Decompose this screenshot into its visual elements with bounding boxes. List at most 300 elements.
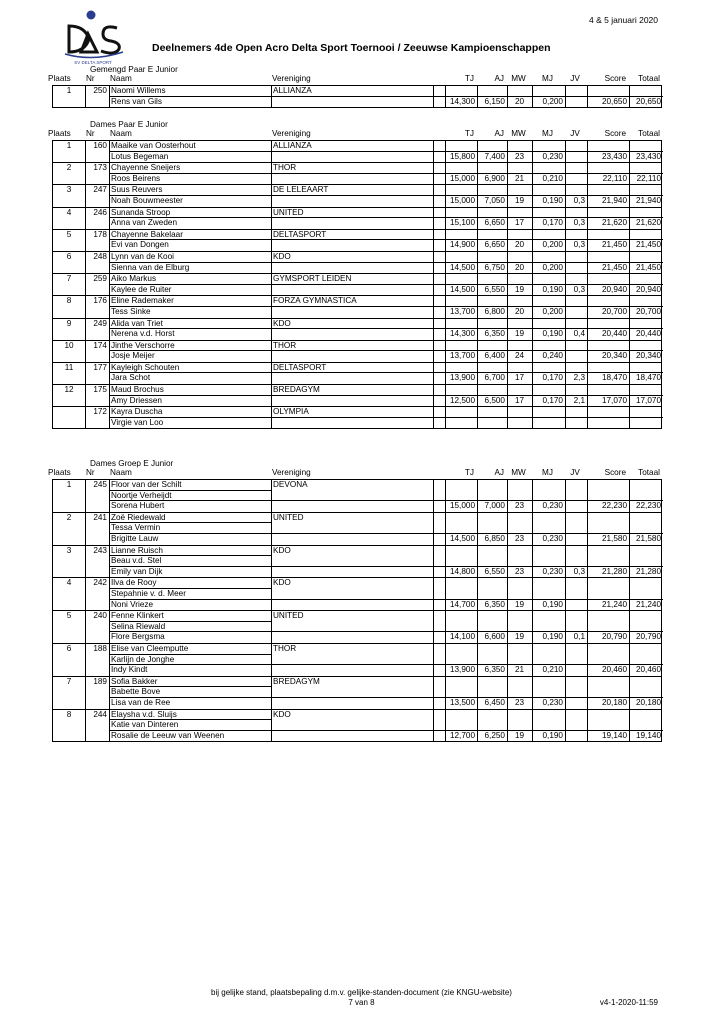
aj-cell: 6,550 [484,284,505,294]
number-cell: 174 [93,340,107,350]
place-cell: 5 [66,229,72,239]
club-cell: OLYMPIA [273,407,309,417]
column-header-aj: AJ [494,129,504,138]
name-cell: Flore Bergsma [111,632,165,642]
table-row [53,97,661,108]
entry-group [53,363,661,385]
mw-cell: 19 [514,195,525,205]
mw-cell: 23 [514,697,525,707]
club-cell: UNITED [273,207,304,217]
place-cell: 10 [64,340,74,350]
number-cell: 172 [93,407,107,417]
tj-cell: 15,000 [449,501,475,511]
entry-group [53,274,661,296]
score-cell: 17,070 [601,395,627,405]
name-cell: Suus Reuvers [111,185,163,195]
jv-cell: 2,3 [573,373,585,383]
aj-cell: 6,250 [484,730,505,740]
aj-cell: 6,850 [484,533,505,543]
entry-group [53,407,661,428]
table-row [53,152,661,163]
name-cell: Alida van Triet [111,318,163,328]
name-cell: Aiko Markus [111,274,157,284]
name-cell: Maud Brochus [111,385,164,395]
aj-cell: 6,350 [484,329,505,339]
number-cell: 247 [93,185,107,195]
mj-cell: 0,190 [542,632,563,642]
mw-cell: 19 [514,599,525,609]
mw-cell: 23 [514,151,525,161]
totaal-cell: 20,340 [635,351,661,361]
tj-cell: 13,700 [449,306,475,316]
number-cell: 242 [93,578,107,588]
jv-cell: 0,3 [573,240,585,250]
table-row [53,418,661,429]
aj-cell: 6,500 [484,395,505,405]
name-cell: Elaysha v.d. Sluijs [111,709,177,719]
mj-cell: 0,190 [542,730,563,740]
mw-cell: 19 [514,329,525,339]
entry-group [53,480,661,513]
club-cell: THOR [273,163,297,173]
mj-cell: 0,230 [542,697,563,707]
totaal-cell: 21,580 [635,533,661,543]
aj-cell: 6,400 [484,351,505,361]
column-header-mj: MJ [542,468,553,477]
place-cell: 2 [66,163,72,173]
number-cell: 244 [93,709,107,719]
place-cell: 9 [66,318,72,328]
jv-cell: 0,1 [573,632,585,642]
table-row [53,351,661,362]
tj-cell: 12,500 [449,395,475,405]
mj-cell: 0,200 [542,240,563,250]
table-row [53,396,661,407]
entry-group [53,185,661,207]
table-row [53,501,661,512]
table-row [53,534,661,545]
entry-group [53,230,661,252]
totaal-cell: 21,450 [635,262,661,272]
number-cell: 178 [93,229,107,239]
totaal-cell: 17,070 [635,395,661,405]
column-header-totaal: Totaal [638,129,660,138]
name-cell: Chayenne Sneijers [111,163,181,173]
name-cell: Lianne Ruisch [111,545,163,555]
name-cell: Nerena v.d. Horst [111,329,175,339]
column-header-nr: Nr [86,468,95,477]
tj-cell: 13,700 [449,351,475,361]
club-cell: GYMSPORT LEIDEN [273,274,352,284]
mw-cell: 20 [514,306,525,316]
page-title: Deelnemers 4de Open Acro Delta Sport Toernooi / Zeeuwse Kampioenschappen [152,42,551,54]
entry-group [53,710,661,742]
aj-cell: 6,900 [484,173,505,183]
name-cell: Noah Bouwmeester [111,195,183,205]
name-cell: Indy Kindt [111,665,148,675]
mw-cell: 21 [514,665,525,675]
tj-cell: 14,100 [449,632,475,642]
table-row [53,174,661,185]
totaal-cell: 20,650 [635,96,661,106]
totaal-cell: 21,940 [635,195,661,205]
name-cell: Stepahnie v. d. Meer [111,588,186,598]
delta-sport-logo [55,8,133,66]
column-header-aj: AJ [494,74,504,83]
column-header-score: Score [604,129,626,138]
aj-cell: 7,000 [484,501,505,511]
name-cell: Beau v.d. Stel [111,556,162,566]
totaal-cell: 21,450 [635,240,661,250]
name-cell: Floor van der Schilt [111,480,182,489]
score-cell: 21,940 [601,195,627,205]
column-header-jv: JV [570,129,580,138]
entry-group [53,86,661,107]
column-header-jv: JV [570,468,580,477]
place-cell: 4 [66,578,72,588]
table-row [53,329,661,340]
place-cell: 2 [66,512,72,522]
number-cell: 189 [93,676,107,686]
name-cell: Emily van Dijk [111,566,163,576]
place-cell: 3 [66,545,72,555]
place-cell: 4 [66,207,72,217]
name-cell: Sienna van de Elburg [111,262,190,272]
column-header-vereniging: Vereniging [272,129,311,138]
score-cell: 20,790 [601,632,627,642]
totaal-cell: 22,230 [635,501,661,511]
aj-cell: 6,450 [484,697,505,707]
entry-group [53,385,661,407]
name-cell: Noortje Verheijdt [111,490,172,500]
mw-cell: 20 [514,96,525,106]
mj-cell: 0,230 [542,533,563,543]
mw-cell: 20 [514,262,525,272]
club-cell: BREDAGYM [273,676,320,686]
totaal-cell: 21,240 [635,599,661,609]
aj-cell: 6,700 [484,373,505,383]
club-cell: KDO [273,251,291,261]
totaal-cell: 22,110 [636,173,661,183]
totaal-cell: 20,440 [635,329,661,339]
results-table [52,479,662,742]
name-cell: Tess Sinke [111,306,151,316]
name-cell: Tessa Vermin [111,523,161,533]
name-cell: Sorena Hubert [111,501,165,511]
name-cell: Roos Beirens [111,173,161,183]
place-cell: 5 [66,611,72,621]
tj-cell: 13,500 [449,697,475,707]
tj-cell: 12,700 [449,730,475,740]
number-cell: 246 [93,207,107,217]
column-header-naam: Naam [110,468,132,477]
place-cell: 6 [66,251,72,261]
place-cell: 8 [66,296,72,306]
totaal-cell: 18,470 [635,373,661,383]
column-header-mw: MW [511,129,526,138]
entry-group [53,341,661,363]
results-table [52,140,662,429]
entry-group [53,252,661,274]
club-cell: UNITED [273,611,304,621]
svg-text:SV DELTA SPORT: SV DELTA SPORT [74,60,112,65]
column-header-score: Score [604,74,626,83]
totaal-cell: 21,620 [635,218,661,228]
score-cell: 20,180 [601,697,627,707]
footer-note: bij gelijke stand, plaatsbepaling d.m.v. gelijke-standen-document (zie KNGU-website) [211,988,512,997]
column-header-row [48,468,662,478]
totaal-cell: 20,460 [635,665,661,675]
mw-cell: 23 [514,566,525,576]
mw-cell: 19 [514,632,525,642]
score-cell: 21,450 [601,262,627,272]
table-row [53,567,661,578]
name-cell: Rens van Gils [111,96,162,106]
totaal-cell: 19,140 [635,730,661,740]
table-row [53,307,661,318]
place-cell: 11 [64,362,74,372]
place-cell: 1 [66,86,72,95]
category-title: Dames Groep E Junior [90,459,174,468]
club-cell: ALLIANZA [273,86,312,95]
column-header-plaats: Plaats [48,468,71,477]
name-cell: Zoë Riedewald [111,512,166,522]
mw-cell: 23 [514,501,525,511]
mw-cell: 19 [514,284,525,294]
mj-cell: 0,230 [542,151,563,161]
name-cell: Evi van Dongen [111,240,169,250]
table-row [53,665,661,676]
name-cell: Jinthe Verschorre [111,340,175,350]
club-cell: UNITED [273,512,304,522]
number-cell: 248 [93,251,107,261]
table-row [53,240,661,251]
jv-cell: 0,3 [573,218,585,228]
tj-cell: 15,000 [449,173,475,183]
name-cell: Karlijn de Jonghe [111,654,175,664]
page-number: 7 van 8 [348,998,375,1007]
club-cell: KDO [273,709,291,719]
score-cell: 20,440 [601,329,627,339]
entry-group [53,296,661,318]
number-cell: 175 [93,385,107,395]
score-cell: 23,430 [601,151,627,161]
score-cell: 19,140 [601,730,627,740]
score-cell: 20,460 [601,665,627,675]
mj-cell: 0,200 [542,96,563,106]
name-cell: Selina Riewald [111,621,166,631]
column-header-vereniging: Vereniging [272,74,311,83]
aj-cell: 6,600 [484,632,505,642]
column-header-nr: Nr [86,129,95,138]
jv-cell: 2,1 [573,395,585,405]
tj-cell: 15,100 [449,218,475,228]
club-cell: DE LELEAART [273,185,329,195]
score-cell: 21,280 [601,566,627,576]
column-header-nr: Nr [86,74,95,83]
category-title: Gemengd Paar E Junior [90,65,178,74]
name-cell: Sunanda Stroop [111,207,171,217]
mw-cell: 17 [514,218,525,228]
mj-cell: 0,210 [542,665,563,675]
score-cell: 22,230 [601,501,627,511]
entry-group [53,578,661,611]
number-cell: 240 [93,611,107,621]
results-table [52,85,662,108]
club-cell: THOR [273,643,297,653]
column-header-jv: JV [570,74,580,83]
club-cell: DELTASPORT [273,229,327,239]
place-cell: 7 [66,274,72,284]
score-cell: 21,620 [601,218,627,228]
name-cell: Lotus Begeman [111,151,169,161]
name-cell: Noni Vrieze [111,599,154,609]
column-header-totaal: Totaal [638,468,660,477]
column-header-row [48,74,662,84]
mj-cell: 0,190 [542,195,563,205]
aj-cell: 6,650 [484,218,505,228]
name-cell: Fenne Klinkert [111,611,164,621]
table-row [53,373,661,384]
club-cell: ALLIANZA [273,141,312,150]
totaal-cell: 20,790 [635,632,661,642]
column-header-plaats: Plaats [48,74,71,83]
table-row [53,698,661,709]
tj-cell: 14,500 [449,262,475,272]
totaal-cell: 20,180 [635,697,661,707]
name-cell: Anna van Zweden [111,218,177,228]
column-header-tj: TJ [464,74,474,83]
tj-cell: 14,800 [449,566,475,576]
table-row [53,731,661,742]
tj-cell: 13,900 [449,665,475,675]
name-cell: Eline Rademaker [111,296,174,306]
entry-group [53,677,661,710]
totaal-cell: 20,700 [635,306,661,316]
number-cell: 241 [93,512,107,522]
place-cell: 1 [66,480,72,489]
name-cell: Brigitte Lauw [111,533,159,543]
category-title: Dames Paar E Junior [90,120,168,129]
entry-group [53,319,661,341]
name-cell: Lynn van de Kooi [111,251,174,261]
place-cell: 6 [66,643,72,653]
totaal-cell: 23,430 [635,151,661,161]
score-cell: 18,470 [601,373,627,383]
club-cell: KDO [273,545,291,555]
mw-cell: 23 [514,533,525,543]
mj-cell: 0,200 [542,306,563,316]
score-cell: 20,940 [601,284,627,294]
score-cell: 21,450 [601,240,627,250]
mj-cell: 0,170 [542,373,563,383]
entry-group [53,208,661,230]
column-header-vereniging: Vereniging [272,468,311,477]
club-cell: KDO [273,578,291,588]
tj-cell: 14,900 [449,240,475,250]
club-cell: BREDAGYM [273,385,320,395]
column-header-score: Score [604,468,626,477]
number-cell: 249 [93,318,107,328]
jv-cell: 0,3 [573,195,585,205]
name-cell: Ilva de Rooy [111,578,157,588]
mj-cell: 0,200 [542,262,563,272]
number-cell: 176 [93,296,107,306]
table-row [53,196,661,207]
jv-cell: 0,3 [573,566,585,576]
score-cell: 22,110 [602,173,627,183]
aj-cell: 6,550 [484,566,505,576]
table-row [53,218,661,229]
column-header-aj: AJ [494,468,504,477]
aj-cell: 6,750 [484,262,505,272]
tj-cell: 15,000 [449,195,475,205]
club-cell: FORZA GYMNASTICA [273,296,357,306]
tj-cell: 14,500 [449,533,475,543]
mw-cell: 20 [514,240,525,250]
mj-cell: 0,190 [542,329,563,339]
column-header-mj: MJ [542,74,553,83]
mw-cell: 19 [514,730,525,740]
aj-cell: 6,150 [484,96,505,106]
mj-cell: 0,190 [542,599,563,609]
tj-cell: 15,800 [449,151,475,161]
table-row [53,632,661,643]
jv-cell: 0,4 [573,329,585,339]
score-cell: 21,580 [601,533,627,543]
entry-group [53,163,661,185]
mj-cell: 0,230 [542,501,563,511]
mw-cell: 21 [514,173,525,183]
column-header-plaats: Plaats [48,129,71,138]
mw-cell: 17 [514,395,525,405]
mw-cell: 24 [514,351,525,361]
mj-cell: 0,170 [542,218,563,228]
aj-cell: 6,800 [484,306,505,316]
score-cell: 20,650 [601,96,627,106]
column-header-mw: MW [511,74,526,83]
number-cell: 259 [93,274,107,284]
club-cell: THOR [273,340,297,350]
name-cell: Amy Driessen [111,395,162,405]
tj-cell: 14,700 [449,599,475,609]
entry-group [53,644,661,677]
tj-cell: 13,900 [449,373,475,383]
club-cell: DELTASPORT [273,362,327,372]
column-header-mj: MJ [542,129,553,138]
column-header-naam: Naam [110,74,132,83]
name-cell: Rosalie de Leeuw van Weenen [111,730,225,740]
number-cell: 177 [93,362,107,372]
column-header-totaal: Totaal [638,74,660,83]
column-header-mw: MW [511,468,526,477]
column-header-tj: TJ [464,468,474,477]
score-cell: 20,340 [601,351,627,361]
name-cell: Kayra Duscha [111,407,163,417]
name-cell: Lisa van de Ree [111,697,171,707]
name-cell: Kayleigh Schouten [111,362,180,372]
score-cell: 21,240 [601,599,627,609]
place-cell: 8 [66,709,72,719]
score-cell: 20,700 [601,306,627,316]
place-cell: 7 [66,676,72,686]
mj-cell: 0,240 [542,351,563,361]
number-cell: 160 [93,141,107,150]
column-header-row [48,129,662,139]
club-cell: DEVONA [273,480,308,489]
table-row [53,600,661,611]
name-cell: Virgie van Loo [111,417,164,427]
